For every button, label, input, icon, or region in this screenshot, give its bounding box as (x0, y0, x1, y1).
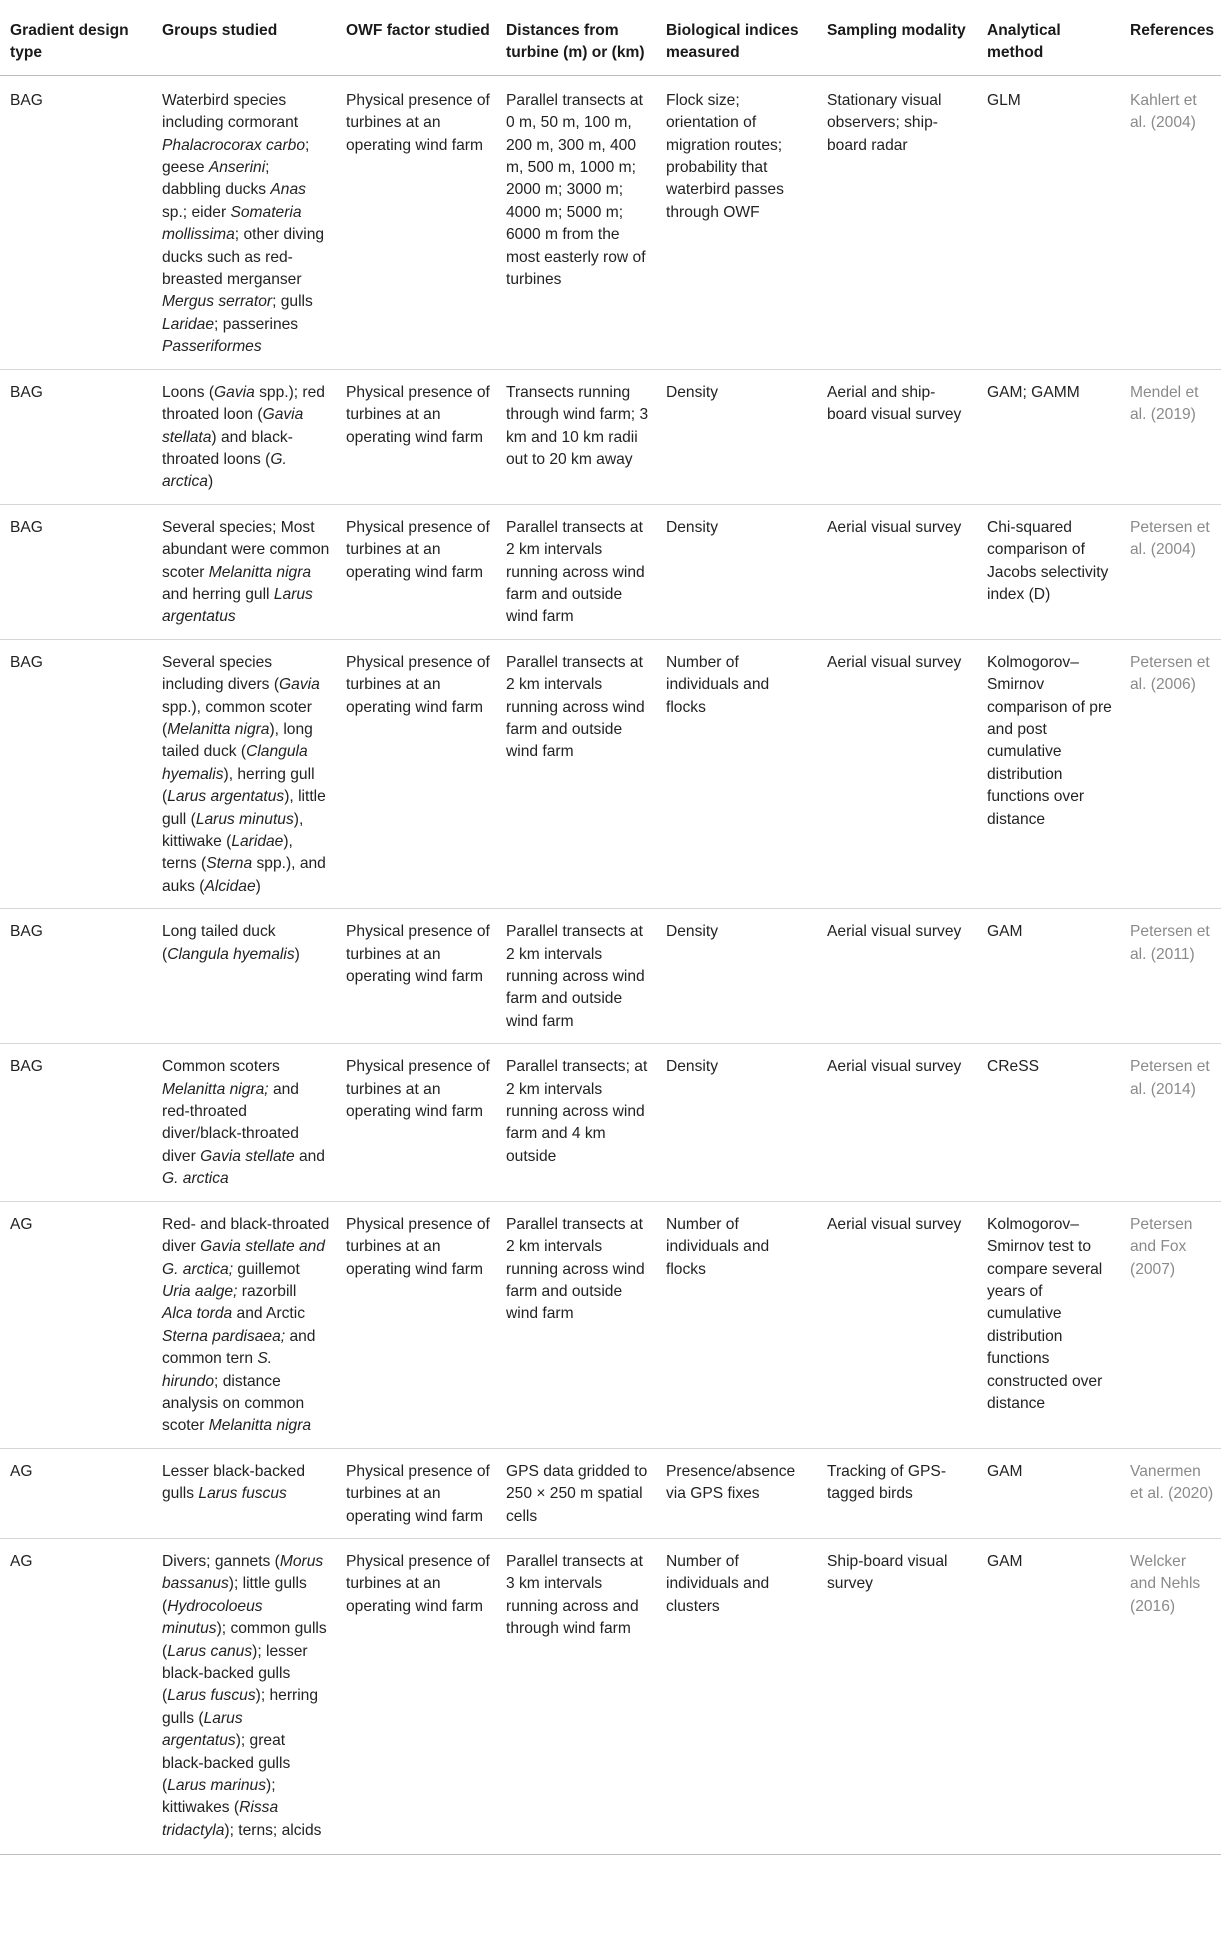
design-type-cell: BAG (0, 639, 152, 908)
groups-cell (152, 369, 336, 504)
species-name: Larus argentatus (167, 788, 285, 806)
species-name: Uria aalge; (162, 1282, 238, 1300)
species-name: Melanitta nigra; (162, 1080, 269, 1098)
owf-factor-cell: Physical presence of turbines at an operating wind farm (336, 1201, 496, 1448)
species-name: Alcidae (204, 877, 256, 895)
method-cell: Kolmogorov–Smirnov test to compare several years of cumulative distribution functions constructed over distance (977, 1201, 1120, 1448)
method-cell: Kolmogorov–Smirnov comparison of pre and post cumulative distribution functions over distance (977, 639, 1120, 908)
method-cell: CReSS (977, 1044, 1120, 1201)
owf-factor-cell: Physical presence of turbines at an operating wind farm (336, 639, 496, 908)
design-type-cell: AG (0, 1201, 152, 1448)
groups-text: Divers; gannets ( (162, 1552, 280, 1570)
species-name: Larus canus (167, 1642, 253, 1660)
reference-cell: Welcker and Nehls (2016) (1120, 1538, 1221, 1854)
sampling-cell: Aerial visual survey (817, 909, 977, 1044)
reference-cell: Petersen et al. (2014) (1120, 1044, 1221, 1201)
groups-text: ); common gulls ( (162, 1620, 327, 1660)
groups-text: and red-throated diver/black-throated diver (162, 1080, 299, 1165)
groups-text: ); herring gulls ( (162, 1687, 319, 1727)
groups-text: and Arctic (232, 1305, 306, 1323)
species-name: Clangula hyemalis (167, 945, 295, 963)
groups-text: ); kittiwakes ( (162, 1777, 276, 1817)
groups-text: ), terns ( (162, 833, 293, 873)
species-name: Laridae (162, 315, 215, 333)
groups-text: ); lesser black-backed gulls ( (162, 1642, 308, 1705)
method-cell: GAM (977, 909, 1120, 1044)
species-name: Rissa tridactyla (162, 1799, 279, 1839)
species-name: Sterna pardisaea; (162, 1327, 286, 1345)
table-row (0, 1201, 1221, 1448)
design-type-cell: BAG (0, 1044, 152, 1201)
distances-cell: Parallel transects at 2 km intervals running across wind farm and outside wind farm (496, 639, 656, 908)
design-type-cell: BAG (0, 504, 152, 639)
species-name: Larus fuscus (167, 1687, 256, 1705)
design-type-cell: BAG (10, 91, 43, 109)
owf-factor-cell: Physical presence of turbines at an operating wind farm (336, 369, 496, 504)
groups-cell (152, 639, 336, 908)
distances-cell: Parallel transects; at 2 km intervals running across wind farm and 4 km outside (496, 1044, 656, 1201)
groups-text: Loons ( (162, 383, 215, 401)
species-name: Gavia stellate (200, 1147, 295, 1165)
species-name: Hydrocoloeus minutus (162, 1597, 263, 1638)
species-name: Morus bassanus (162, 1552, 324, 1593)
groups-text: ); little gulls ( (162, 1575, 307, 1615)
distances-cell: Transects running through wind farm; 3 km and 10 km radii out to 20 km away (496, 369, 656, 504)
indices-cell: Number of individuals and flocks (656, 1201, 817, 1448)
species-name: Larus argentatus (162, 585, 313, 626)
groups-text: Lesser black-backed gulls (162, 1462, 306, 1503)
species-name: Mergus serrator (162, 293, 273, 311)
design-type-cell: BAG (0, 369, 152, 504)
species-name: Sterna (206, 855, 253, 873)
reference-cell: Petersen et al. (2004) (1120, 504, 1221, 639)
groups-text: Red- and black-throated diver (162, 1215, 330, 1256)
groups-text: ; geese (162, 136, 310, 177)
table-row (0, 1538, 1221, 1854)
groups-text: ), long tailed duck ( (162, 720, 313, 761)
distances-cell: Parallel transects at 0 m, 50 m, 100 m, 200 m, 300 m, 400 m, 500 m, 1000 m; 2000 m; 3000 m; 4000 m; 5000 m; 6000 m from the most easterly row of turbines (506, 91, 646, 289)
groups-cell (152, 1448, 336, 1538)
groups-text: ), kittiwake ( (162, 810, 304, 850)
design-type-cell: BAG (0, 909, 152, 1044)
groups-text: ; gulls (272, 293, 313, 311)
design-type-cell: AG (0, 1538, 152, 1854)
groups-text: and common tern (162, 1327, 316, 1368)
groups-text: Long tailed duck ( (162, 923, 276, 963)
indices-cell: Density (656, 369, 817, 504)
sampling-cell: Aerial visual survey (817, 639, 977, 908)
owf-factor-cell: Physical presence of turbines at an operating wind farm (336, 504, 496, 639)
species-name: Gavia (279, 676, 320, 694)
groups-cell (152, 1044, 336, 1201)
groups-text: spp.); red throated loon ( (162, 383, 325, 424)
species-name: Anas (270, 181, 306, 199)
indices-cell: Density (656, 504, 817, 639)
species-name: Passeriformes (162, 338, 262, 356)
table-row (0, 369, 1221, 504)
owf-factor-cell: Physical presence of turbines at an operating wind farm (336, 1538, 496, 1854)
groups-text: guillemot (233, 1260, 300, 1278)
design-type-cell: AG (0, 1448, 152, 1538)
owf-factor-cell: Physical presence of turbines at an operating wind farm (336, 909, 496, 1044)
reference-cell: Petersen et al. (2011) (1120, 909, 1221, 1044)
species-name: Somateria mollissima (162, 203, 302, 244)
groups-text: ; distance analysis on common scoter (162, 1372, 305, 1435)
species-name: Melanitta nigra (208, 1417, 312, 1435)
species-name: S. hirundo (162, 1350, 273, 1390)
species-name: Larus marinus (167, 1777, 267, 1795)
sampling-cell: Aerial visual survey (817, 1201, 977, 1448)
indices-cell: Flock size; orientation of migration routes; probability that waterbird passes through OWF (666, 91, 784, 221)
species-name: Anserini (208, 159, 266, 177)
reference-cell: Petersen and Fox (2007) (1120, 1201, 1221, 1448)
header-distances: Distances from turbine (m) or (km) (496, 0, 656, 75)
groups-cell (152, 1538, 336, 1854)
groups-text: spp.), and auks ( (162, 855, 326, 895)
groups-text: ); great black-backed gulls ( (162, 1732, 291, 1795)
groups-text: ) (255, 877, 261, 895)
sampling-cell: Stationary visual observers; ship-board radar (827, 91, 942, 154)
groups-text: and herring gull (162, 585, 274, 603)
species-name: Clangula hyemalis (162, 743, 308, 783)
species-name: Gavia (214, 383, 255, 401)
owf-factor-cell: Physical presence of turbines at an operating wind farm (346, 91, 490, 154)
header-row (0, 0, 1221, 75)
table-body (0, 75, 1221, 1854)
table-row (0, 909, 1221, 1044)
distances-cell: Parallel transects at 2 km intervals running across wind farm and outside wind farm (496, 1201, 656, 1448)
groups-text: and (294, 1147, 325, 1165)
species-name: Larus argentatus (162, 1709, 243, 1750)
species-name: G. arctica (162, 450, 287, 491)
table-row (0, 639, 1221, 908)
groups-text: ; dabbling ducks (162, 159, 271, 199)
table-row (0, 75, 1221, 369)
sampling-cell: Aerial visual survey (817, 1044, 977, 1201)
groups-text: sp.; eider (162, 203, 231, 221)
header-method: Analytical method (977, 0, 1120, 75)
method-cell: GAM; GAMM (977, 369, 1120, 504)
reference-cell: Petersen et al. (2006) (1120, 639, 1221, 908)
groups-text: ; other diving ducks such as red-breasted merganser (162, 226, 325, 289)
distances-cell: Parallel transects at 3 km intervals running across and through wind farm (496, 1538, 656, 1854)
header-groups: Groups studied (152, 0, 336, 75)
groups-text: ) and black-throated loons ( (162, 428, 293, 468)
sampling-cell: Tracking of GPS-tagged birds (817, 1448, 977, 1538)
method-cell: Chi-squared comparison of Jacobs selectivity index (D) (977, 504, 1120, 639)
sampling-cell: Ship-board visual survey (817, 1538, 977, 1854)
groups-text: Common scoters (162, 1058, 280, 1076)
groups-text: razorbill (237, 1282, 297, 1300)
indices-cell: Number of individuals and flocks (656, 639, 817, 908)
groups-text: Several species; Most abundant were common scoter (162, 518, 330, 581)
groups-cell (152, 504, 336, 639)
groups-cell (152, 75, 336, 369)
sampling-cell: Aerial and ship-board visual survey (817, 369, 977, 504)
groups-text: ); terns; alcids (224, 1821, 322, 1839)
distances-cell: GPS data gridded to 250 × 250 m spatial cells (496, 1448, 656, 1538)
indices-cell: Number of individuals and clusters (656, 1538, 817, 1854)
distances-cell: Parallel transects at 2 km intervals running across wind farm and outside wind farm (496, 504, 656, 639)
method-cell: GLM (987, 91, 1021, 109)
sampling-cell: Aerial visual survey (817, 504, 977, 639)
method-cell: GAM (977, 1448, 1120, 1538)
species-name: G. arctica (162, 1170, 229, 1188)
species-name: Gavia stellata (162, 406, 304, 446)
groups-text: ), little gull ( (162, 788, 326, 828)
indices-cell: Density (656, 1044, 817, 1201)
groups-text: spp.), common scoter ( (162, 698, 312, 738)
header-references: References (1120, 0, 1221, 75)
species-name: Alca torda (162, 1305, 233, 1323)
groups-cell (152, 909, 336, 1044)
distances-cell: Parallel transects at 2 km intervals running across wind farm and outside wind farm (496, 909, 656, 1044)
reference-cell: Mendel et al. (2019) (1120, 369, 1221, 504)
header-sampling: Sampling modality (817, 0, 977, 75)
owf-factor-cell: Physical presence of turbines at an operating wind farm (336, 1044, 496, 1201)
groups-text: ) (294, 945, 300, 963)
species-name: Larus fuscus (198, 1485, 287, 1503)
table-row (0, 504, 1221, 639)
owf-factor-cell: Physical presence of turbines at an operating wind farm (336, 1448, 496, 1538)
species-name: Gavia stellate and G. arctica; (162, 1238, 325, 1278)
species-name: Laridae (231, 833, 284, 850)
header-design-type: Gradient design type (0, 0, 152, 75)
reference-cell: Kahlert et al. (2004) (1130, 91, 1197, 132)
groups-text: Waterbird species including cormorant (162, 91, 299, 132)
species-name: Larus minutus (195, 810, 294, 828)
species-name: Phalacrocorax carbo (162, 136, 306, 154)
indices-cell: Presence/absence via GPS fixes (656, 1448, 817, 1538)
table-row (0, 1448, 1221, 1538)
groups-text: ), herring gull ( (162, 765, 315, 806)
species-name: Melanitta nigra (208, 563, 312, 581)
header-owf-factor: OWF factor studied (336, 0, 496, 75)
species-name: Melanitta nigra (167, 720, 270, 738)
groups-text: ) (207, 473, 214, 491)
reference-cell: Vanermen et al. (2020) (1120, 1448, 1221, 1538)
table-row (0, 1044, 1221, 1201)
indices-cell: Density (656, 909, 817, 1044)
groups-cell (152, 1201, 336, 1448)
method-cell: GAM (977, 1538, 1120, 1854)
groups-text: Several species including divers ( (162, 653, 280, 694)
groups-text: ; passerines (214, 315, 299, 333)
header-indices: Biological indices measured (656, 0, 817, 75)
